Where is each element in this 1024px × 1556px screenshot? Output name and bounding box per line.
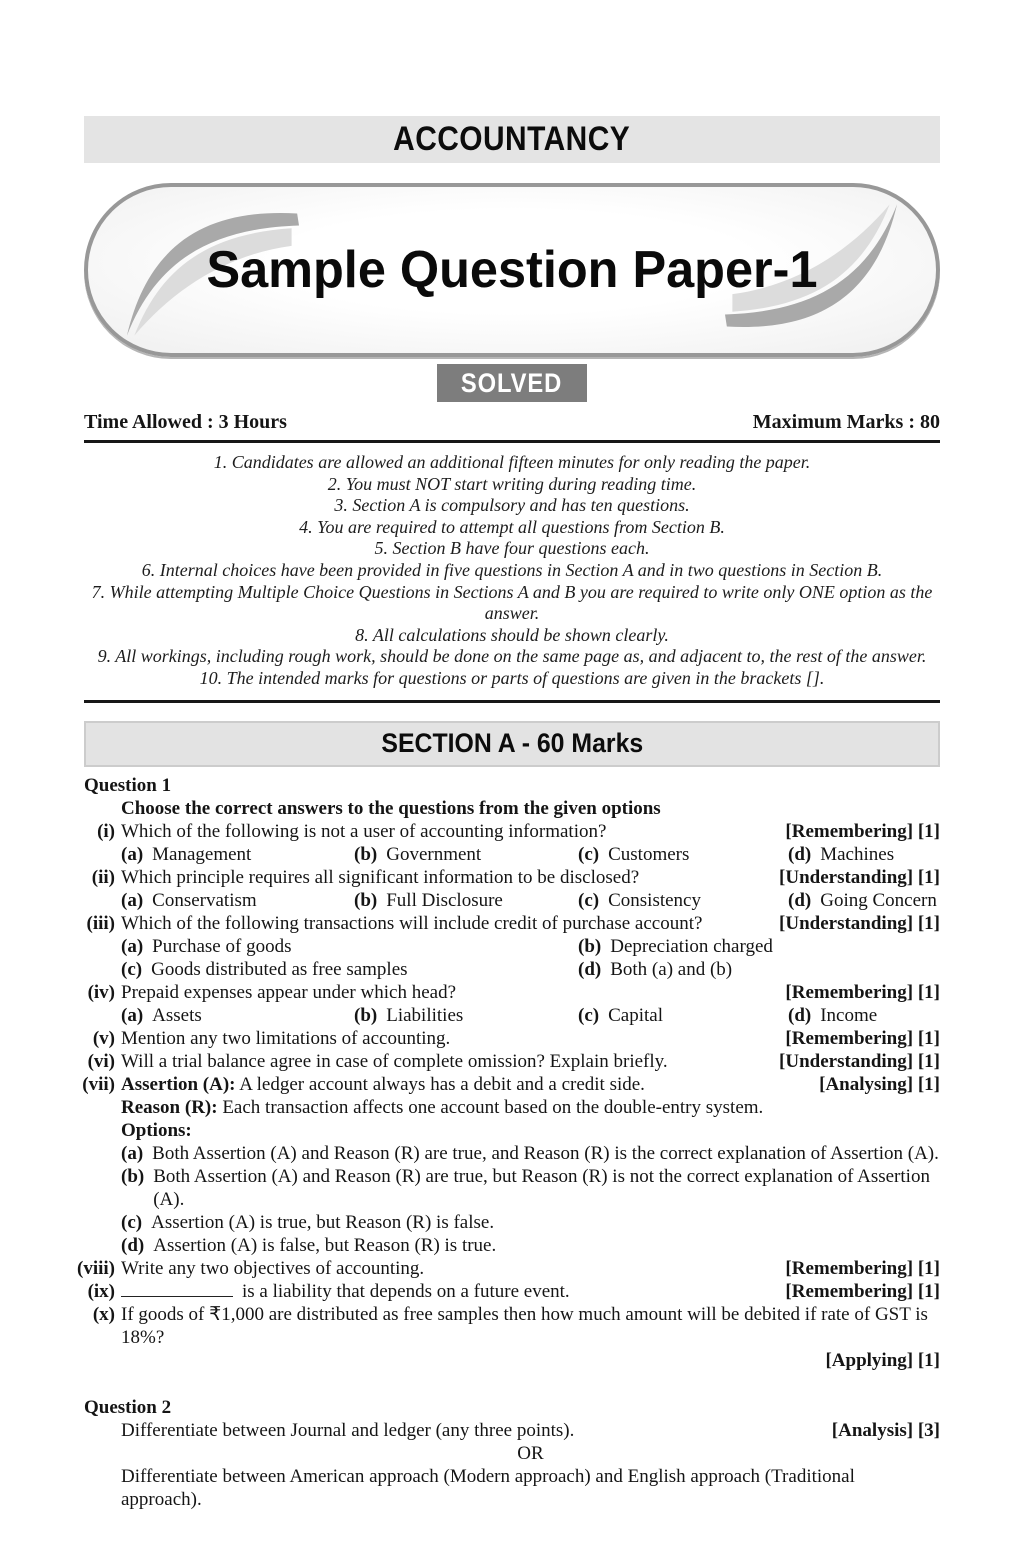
option-label: (d) <box>121 1234 145 1256</box>
marks-tag: [Remembering] [1] <box>785 1027 940 1049</box>
question-2 <box>84 1396 940 1511</box>
option-text: Customers <box>608 843 690 865</box>
part-text: Mention any two limitations of accounting. <box>121 1027 451 1049</box>
question-part-ix <box>84 1280 940 1303</box>
option-label: (c) <box>578 889 600 911</box>
assertion-option-d <box>121 1234 940 1257</box>
reason-text: Each transaction affects one account based on the double-entry system. <box>222 1096 764 1118</box>
part-number: (vi) <box>87 1050 115 1072</box>
option-label: (a) <box>121 889 144 911</box>
instruction-line: 7. While attempting Multiple Choice Questions in Sections A and B you are required to write only ONE option as the answer. <box>91 581 933 624</box>
part-number: (ix) <box>87 1280 115 1302</box>
option-label: (b) <box>578 935 602 957</box>
option-text: Both Assertion (A) and Reason (R) are true, and Reason (R) is the correct explanation of Assertion (A). <box>152 1142 939 1164</box>
part-text: Will a trial balance agree in case of complete omission? Explain briefly. <box>121 1050 668 1072</box>
assertion-option-b <box>121 1165 940 1211</box>
marks-tag: [Understanding] [1] <box>779 1050 940 1072</box>
option-label: (a) <box>121 843 144 865</box>
option-text: Both Assertion (A) and Reason (R) are true, but Reason (R) is not the correct explanation of Assertion (A). <box>153 1165 930 1210</box>
part-number: (vii) <box>82 1073 115 1095</box>
option-text: Management <box>152 843 252 865</box>
question-part-i <box>84 820 940 866</box>
question-part-viii <box>77 1257 940 1280</box>
assertion-label: Assertion (A): <box>121 1073 236 1095</box>
marks-tag: [Understanding] [1] <box>779 866 940 888</box>
marks-tag: [Applying] [1] <box>825 1349 940 1371</box>
option-label: (a) <box>121 1142 144 1164</box>
part-text: Which of the following transactions will include credit of purchase account? <box>121 912 703 934</box>
option-text: Purchase of goods <box>152 935 292 957</box>
question-1-intro: Choose the correct answers to the questions from the given options <box>121 797 661 819</box>
question-part-x <box>84 1303 940 1372</box>
option-text: Both (a) and (b) <box>610 958 733 980</box>
options-row <box>121 958 940 981</box>
option-text: Income <box>820 1004 878 1026</box>
option-label: (c) <box>121 958 143 980</box>
assertion-option-c <box>121 1211 940 1234</box>
option-label: (d) <box>788 843 812 865</box>
instruction-line: 2. You must NOT start writing during reading time. <box>327 473 697 494</box>
part-text-after-blank: is a liability that depends on a future event. <box>242 1280 570 1302</box>
question-2-text: Differentiate between Journal and ledger (any three points). <box>121 1419 575 1441</box>
part-text: Which of the following is not a user of accounting information? <box>121 820 607 842</box>
part-number: (x) <box>92 1303 115 1325</box>
maximum-marks: Maximum Marks : 80 <box>752 411 940 433</box>
instruction-line: 9. All workings, including rough work, should be done on the same page as, and adjacent to, the rest of the answer. <box>97 646 927 667</box>
option-text: Machines <box>820 843 895 865</box>
instruction-line: 1. Candidates are allowed an additional fifteen minutes for only reading the paper. <box>213 452 811 472</box>
options-row <box>121 843 940 866</box>
option-text: Depreciation charged <box>610 935 773 957</box>
question-2-label: Question 2 <box>84 1396 172 1418</box>
option-text: Going Concern <box>820 889 937 911</box>
option-label: (c) <box>578 1004 600 1026</box>
marks-tag: [Analysis] [3] <box>831 1419 940 1441</box>
option-label: (b) <box>354 843 378 865</box>
section-a-title: SECTION A - 60 Marks <box>381 728 643 759</box>
assertion-text: A ledger account always has a debit and a credit side. <box>239 1073 645 1095</box>
option-text: Full Disclosure <box>386 889 503 911</box>
option-label: (a) <box>121 935 144 957</box>
instruction-line: 6. Internal choices have been provided in five questions in Section A and in two questions in Section B. <box>141 559 883 580</box>
assertion-option-a <box>121 1142 940 1165</box>
part-number: (i) <box>97 820 115 842</box>
question-part-iv <box>84 981 940 1027</box>
options-row <box>121 935 940 958</box>
questions-area <box>77 774 940 1511</box>
option-label: (b) <box>121 1165 145 1187</box>
option-text: Assets <box>152 1004 202 1026</box>
option-text: Goods distributed as free samples <box>151 958 408 980</box>
option-label: (d) <box>788 1004 812 1026</box>
divider <box>84 700 940 703</box>
question-part-ii <box>84 866 940 912</box>
reason-line <box>121 1096 940 1119</box>
option-label: (c) <box>578 843 600 865</box>
part-number: (v) <box>92 1027 115 1049</box>
subject-header <box>84 116 940 163</box>
option-text: Consistency <box>608 889 701 911</box>
options-row <box>121 889 940 912</box>
time-allowed: Time Allowed : 3 Hours <box>84 411 287 433</box>
option-label: (c) <box>121 1211 143 1233</box>
instruction-line: 4. You are required to attempt all questions from Section B. <box>299 516 725 537</box>
general-instructions <box>84 443 940 700</box>
option-text: Assertion (A) is true, but Reason (R) is false. <box>151 1211 495 1233</box>
or-separator: OR <box>517 1442 544 1464</box>
solved-badge-label: SOLVED <box>461 367 563 398</box>
question-part-iii <box>84 912 940 981</box>
instruction-line: 10. The intended marks for questions or parts of questions are given in the brackets []. <box>199 667 825 688</box>
instruction-line: 8. All calculations should be shown clearly. <box>355 624 669 645</box>
option-text: Assertion (A) is false, but Reason (R) is true. <box>153 1234 497 1256</box>
marks-tag: [Understanding] [1] <box>779 912 940 934</box>
fill-in-blank <box>121 1282 233 1297</box>
marks-tag: [Remembering] [1] <box>785 1257 940 1279</box>
option-label: (b) <box>354 889 378 911</box>
marks-tag: [Remembering] [1] <box>785 820 940 842</box>
option-text: Conservatism <box>152 889 257 911</box>
solved-badge <box>437 364 587 402</box>
assertion-line <box>121 1073 809 1096</box>
part-text: Prepaid expenses appear under which head? <box>121 981 456 1003</box>
question-paper-page <box>0 116 1024 1556</box>
option-text: Capital <box>608 1004 663 1026</box>
option-text: Government <box>386 843 482 865</box>
marks-tag: [Remembering] [1] <box>785 1280 940 1302</box>
paper-title-box <box>84 183 940 357</box>
question-2-alt-text: Differentiate between American approach (Modern approach) and English approach (Traditional approach). <box>121 1465 855 1510</box>
paper-meta-row <box>84 411 940 434</box>
question-part-v <box>84 1027 940 1050</box>
part-text: Write any two objectives of accounting. <box>121 1257 425 1279</box>
reason-label: Reason (R): <box>121 1096 218 1118</box>
option-text: Liabilities <box>386 1004 464 1026</box>
option-label: (a) <box>121 1004 144 1026</box>
part-number: (iv) <box>87 981 115 1003</box>
part-number: (viii) <box>77 1257 115 1279</box>
question-1-label: Question 1 <box>84 774 172 796</box>
option-label: (d) <box>788 889 812 911</box>
part-text <box>121 1280 775 1303</box>
options-row <box>121 1004 940 1027</box>
question-part-vii <box>84 1073 940 1257</box>
marks-tag: [Remembering] [1] <box>785 981 940 1003</box>
subject-title: ACCOUNTANCY <box>393 120 631 158</box>
options-heading: Options: <box>121 1119 192 1141</box>
instruction-line: 3. Section A is compulsory and has ten questions. <box>334 495 690 516</box>
option-label: (d) <box>578 958 602 980</box>
instruction-line: 5. Section B have four questions each. <box>374 538 650 559</box>
marks-tag: [Analysing] [1] <box>819 1073 940 1095</box>
question-part-vi <box>84 1050 940 1073</box>
part-text: Which principle requires all significant information to be disclosed? <box>121 866 640 888</box>
part-number: (ii) <box>91 866 115 888</box>
part-number: (iii) <box>86 912 115 934</box>
option-label: (b) <box>354 1004 378 1026</box>
paper-title: Sample Question Paper-1 <box>206 241 818 299</box>
part-text: If goods of ₹1,000 are distributed as free samples then how much amount will be debited if rate of GST is 18%? <box>121 1303 928 1348</box>
section-a-header <box>84 721 940 767</box>
